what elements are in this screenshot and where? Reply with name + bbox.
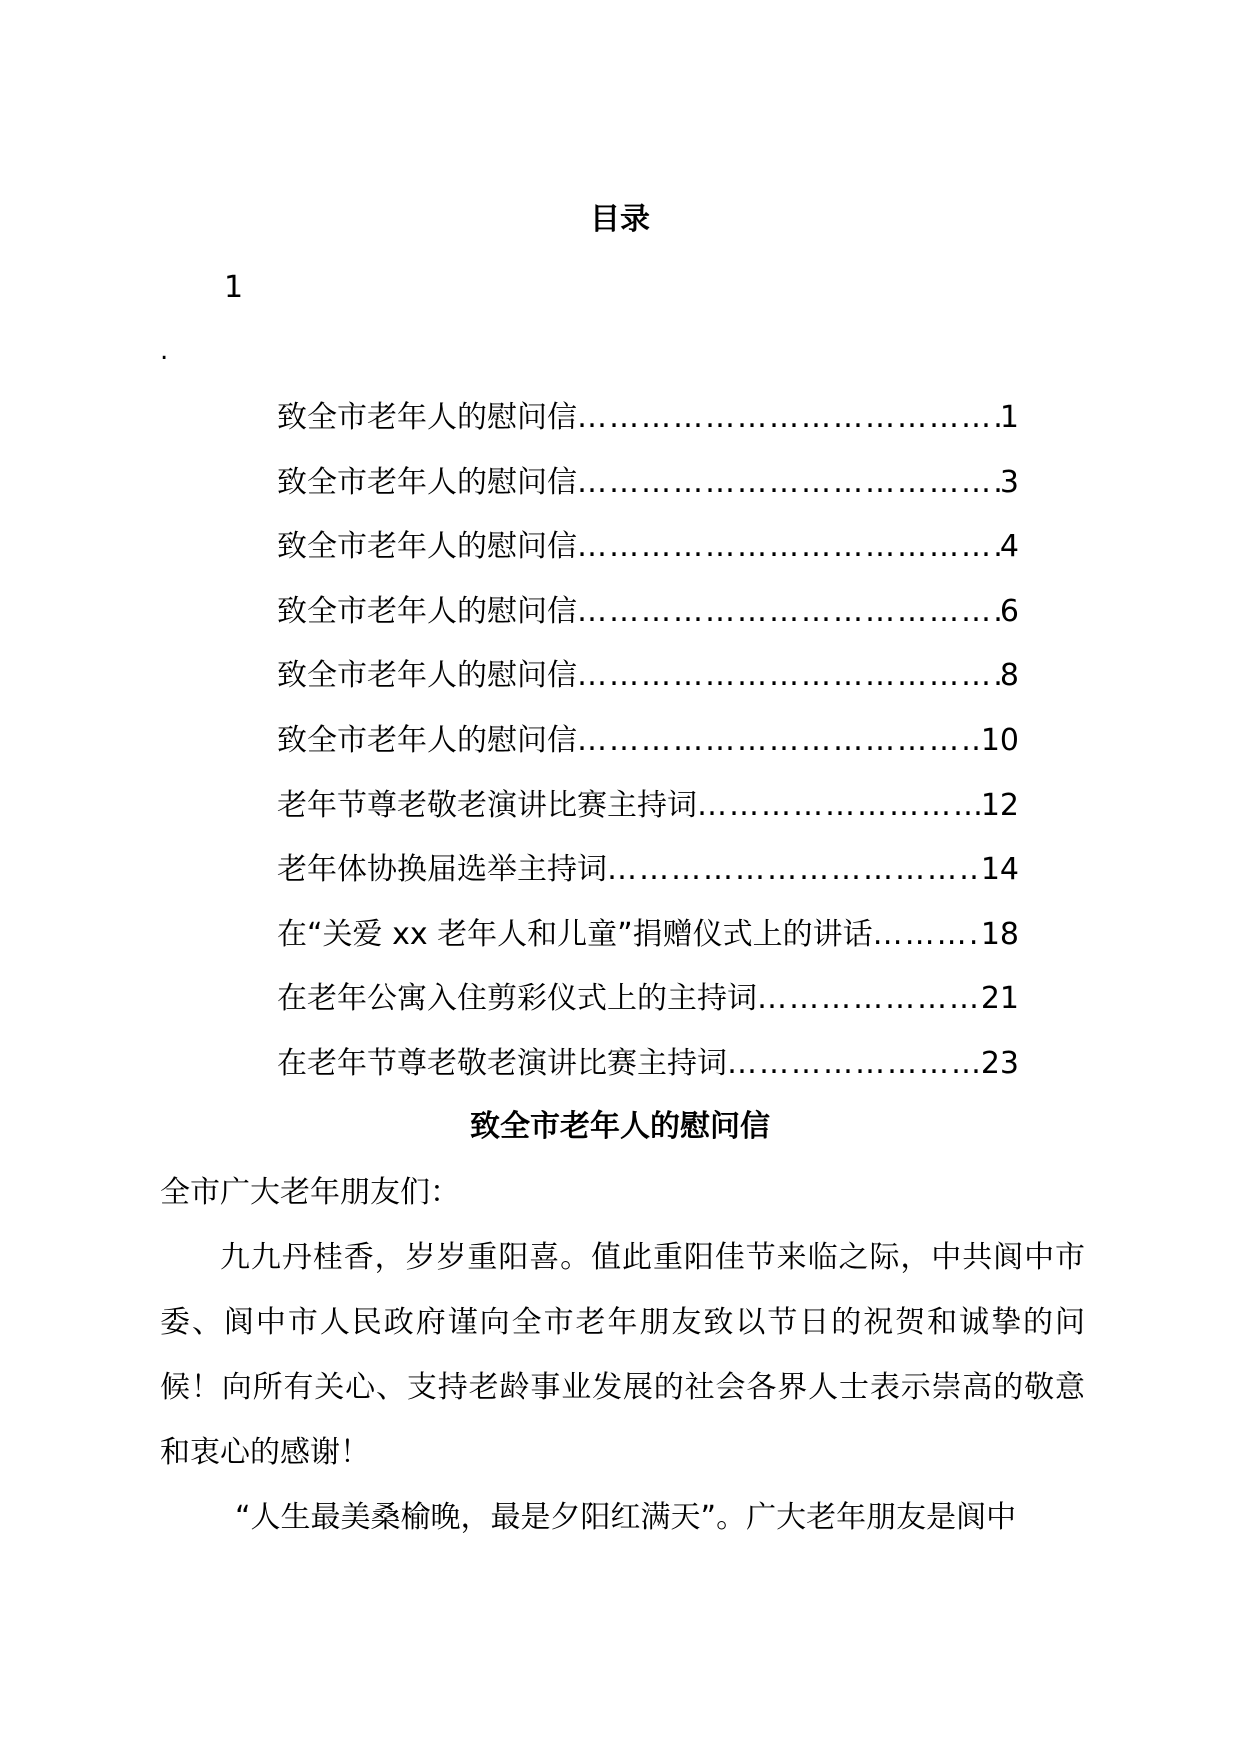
toc-dot-leader [577, 461, 1000, 505]
toc-entry-page: 8 [999, 658, 1019, 694]
letter-paragraph: 九九丹桂香，岁岁重阳喜。值此重阳佳节来临之际，中共阆中市委、阆中市人民政府谨向全市老年朋友致以节日的祝贺和诚挚的问候！向所有关心、支持老龄事业发展的社会各界人士表示崇高的敬意和衷心的感谢！ [160, 1240, 1085, 1470]
toc-dot-leader [577, 719, 981, 763]
letter-salutation: 全市广大老年朋友们： [160, 1175, 460, 1210]
toc-dot-leader [577, 396, 1000, 440]
toc-entry-title: 在“关爱 xx 老年人和儿童”捐赠仪式上的讲话 [277, 916, 873, 952]
toc-entry[interactable] [277, 654, 1019, 719]
toc-entry[interactable] [277, 396, 1019, 461]
toc-entry-page: 10 [980, 722, 1019, 758]
toc-entry-title: 致全市老年人的慰问信 [277, 658, 577, 694]
toc-entry-page: 23 [980, 1045, 1019, 1081]
toc-dot-leader [757, 977, 981, 1021]
toc-entry-title: 致全市老年人的慰问信 [277, 593, 577, 629]
toc-dot-leader [697, 784, 981, 828]
toc-entry-title: 老年节尊老敬老演讲比赛主持词 [277, 787, 697, 823]
toc-entry-title: 致全市老年人的慰问信 [277, 400, 577, 435]
toc-dot-leader [577, 590, 1000, 634]
toc-entry-page: 12 [980, 787, 1019, 823]
toc-dot-leader [727, 1042, 981, 1086]
toc-entry-page: 1 [999, 400, 1019, 435]
toc-dot-leader [873, 913, 981, 957]
toc-entry[interactable] [277, 525, 1019, 590]
toc-entry-title: 致全市老年人的慰问信 [277, 464, 577, 500]
toc-dot-leader [577, 525, 1000, 569]
letter-title: 致全市老年人的慰问信 [470, 1109, 770, 1144]
list-dot: . [160, 336, 169, 366]
toc-entry[interactable] [277, 590, 1019, 655]
table-of-contents [277, 396, 1019, 1107]
toc-entry-title: 老年体协换届选举主持词 [277, 852, 607, 888]
toc-entry-page: 6 [999, 593, 1019, 629]
toc-dot-leader [577, 654, 1000, 698]
toc-entry-page: 3 [999, 464, 1019, 500]
toc-entry[interactable] [277, 913, 1019, 978]
toc-title: 目录 [590, 202, 650, 237]
toc-entry[interactable] [277, 461, 1019, 526]
toc-entry-page: 21 [980, 981, 1019, 1017]
toc-entry-title: 致全市老年人的慰问信 [277, 722, 577, 758]
toc-entry-page: 14 [980, 852, 1019, 888]
toc-entry[interactable] [277, 977, 1019, 1042]
toc-entry-title: 在老年节尊老敬老演讲比赛主持词 [277, 1045, 727, 1081]
toc-entry-page: 4 [999, 529, 1019, 565]
list-number: 1 [224, 270, 244, 305]
toc-entry[interactable] [277, 848, 1019, 913]
toc-entry-title: 在老年公寓入住剪彩仪式上的主持词 [277, 981, 757, 1017]
toc-entry[interactable] [277, 1042, 1019, 1107]
toc-dot-leader [607, 848, 981, 892]
toc-entry-title: 致全市老年人的慰问信 [277, 529, 577, 565]
letter-paragraph: “人生最美桑榆晚，最是夕阳红满天”。广大老年朋友是阆中 [235, 1500, 1017, 1535]
toc-entry-page: 18 [980, 916, 1019, 952]
toc-entry[interactable] [277, 784, 1019, 849]
toc-entry[interactable] [277, 719, 1019, 784]
